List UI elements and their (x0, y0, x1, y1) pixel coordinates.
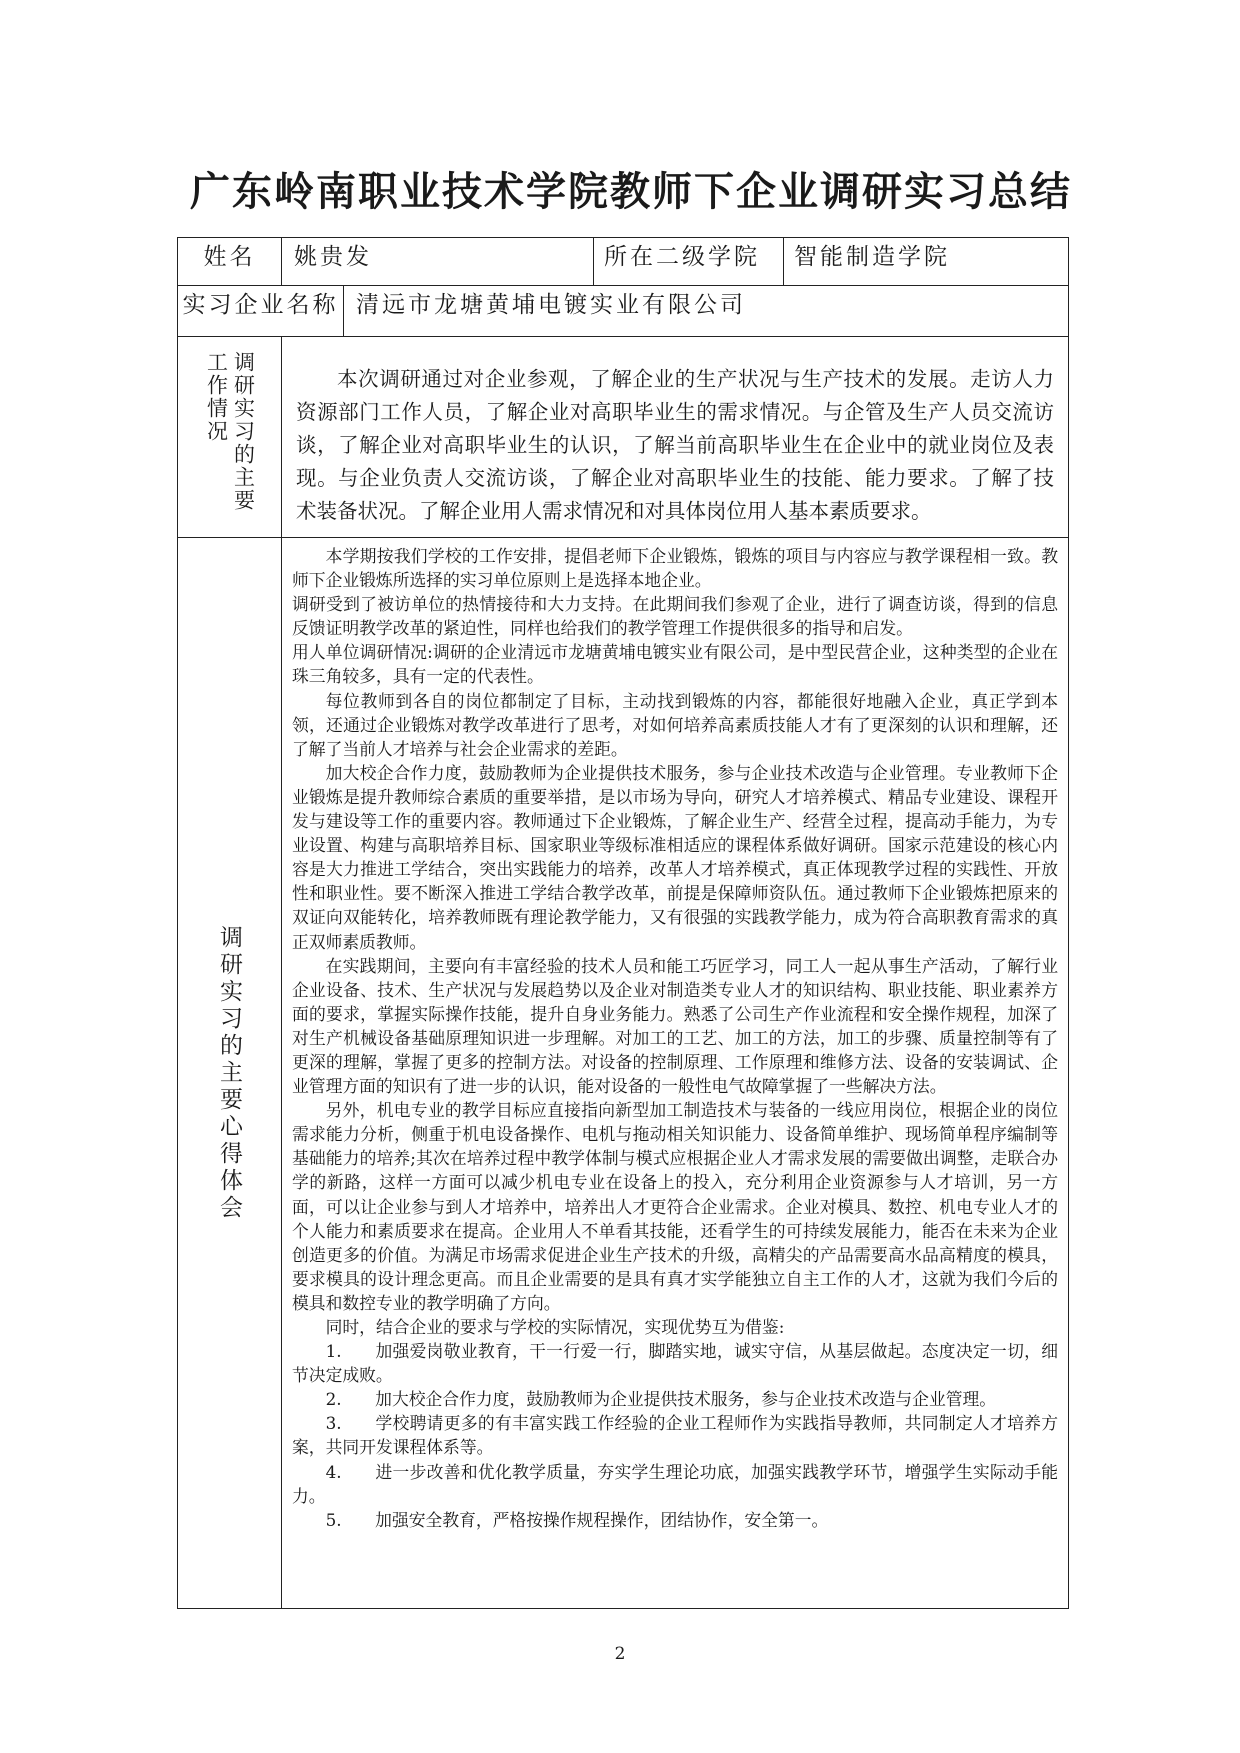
company-value: 清远市龙塘黄埔电镀实业有限公司 (344, 286, 1069, 337)
document-title: 广东岭南职业技术学院教师下企业调研实习总结 (190, 169, 1072, 215)
experience-label: 调研实习的主要心得体会 (216, 924, 242, 1222)
paragraph: 另外，机电专业的教学目标应直接指向新型加工制造技术与装备的一线应用岗位，根据企业的岗位需求能力分析，侧重于机电设备操作、电机与拖动相关知识能力、设备简单维护、现场简单程序编制等基础能力的培养;其次在培养过程中教学体制与模式应根据企业人才需求发展的需要做出调整，走联合办学的新路，这样一方面可以减少机电专业在设备上的投入，充分利用企业资源参与人才培训，另一方面，可以让企业参与到人才培养中，培养出人才更符合企业需求。企业对模具、数控、机电专业人才的个人能力和素质要求在提高。企业用人不单看其技能，还看学生的可持续发展能力，能否在未来为企业创造更多的价值。为满足市场需求促进企业生产技术的升级，高精尖的产品需要高水品高精度的模具，要求模具的设计理念更高。而且企业需要的是具有真才实学能独立自主工作的人才，这就为我们今后的模具和数控专业的教学明确了方向。 (292, 1100, 1058, 1313)
company-row (178, 286, 1069, 337)
internship-summary-form (177, 237, 1069, 1609)
list-number: 4. (325, 1461, 342, 1482)
list-number: 3. (325, 1413, 342, 1434)
work-row (178, 337, 1069, 538)
paragraph: 每位教师到各自的岗位都制定了目标，主动找到锻炼的内容，都能很好地融入企业，真正学到本领，还通过企业锻炼对教学改革进行了思考，对如何培养高素质技能人才有了更深刻的认识和理解，还了解了当前人才培养与社会企业需求的差距。 (292, 690, 1058, 759)
list-text: 学校聘请更多的有丰富实践工作经验的企业工程师作为实践指导教师，共同制定人才培养方案，共同开发课程体系等。 (292, 1413, 1058, 1458)
list-text: 加强安全教育，严格按操作规程操作，团结协作，安全第一。 (375, 1509, 829, 1530)
list-item (292, 1387, 1058, 1411)
list-item (292, 1508, 1058, 1532)
paragraph: 调研受到了被访单位的热情接待和大力支持。在此期间我们参观了企业，进行了调查访谈，得到的信息反馈证明教学改革的紧迫性，同样也给我们的教学管理工作提供很多的指导和启发。 (292, 594, 1058, 639)
name-label: 姓名 (178, 238, 282, 286)
paragraph: 在实践期间，主要向有丰富经验的技术人员和能工巧匠学习，同工人一起从事生产活动，了解行业企业设备、技术、生产状况与发展趋势以及企业对制造类专业人才的知识结构、职业技能、职业素养方面的要求，掌握实际操作技能，提升自身业务能力。熟悉了公司生产作业流程和安全操作规程，加深了对生产机械设备基础原理知识进一步理解。对加工的工艺、加工的方法，加工的步骤、质量控制等有了更深的理解，掌握了更多的控制方法。对设备的控制原理、工作原理和维修方法、设备的安装调试、企业管理方面的知识有了进一步的认识，能对设备的一般性电气故障掌握了一些解决方法。 (292, 955, 1058, 1097)
company-label: 实习企业名称 (178, 286, 344, 337)
paragraph: 加大校企合作力度，鼓励教师为企业提供技术服务，参与企业技术改造与企业管理。专业教师下企业锻炼是提升教师综合素质的重要举措，是以市场为导向，研究人才培养模式、精品专业建设、课程开发与建设等工作的重要内容。教师通过下企业锻炼，了解企业生产、经营全过程，提高动手能力，为专业设置、构建与高职培养目标、国家职业等级标准相适应的课程体系做好调研。国家示范建设的核心内容是大力推进工学结合，突出实践能力的培养，改革人才培养模式，真正体现教学过程的实践性、开放性和职业性。要不断深入推进工学结合教学改革，前提是保障师资队伍。通过教师下企业锻炼把原来的双证向双能转化，培养教师既有理论教学能力，又有很强的实践教学能力，成为符合高职教育需求的真正双师素质教师。 (292, 762, 1058, 952)
paragraph: 同时，结合企业的要求与学校的实际情况，实现优势互为借鉴: (325, 1317, 785, 1337)
list-number: 5. (325, 1509, 342, 1530)
experience-label-cell (178, 538, 282, 1609)
name-value: 姚贵发 (282, 238, 594, 286)
name-row (178, 238, 1069, 286)
page-number: 2 (614, 1644, 626, 1664)
list-item (292, 1460, 1058, 1508)
experience-row (178, 538, 1069, 1609)
department-value: 智能制造学院 (784, 238, 1069, 286)
list-text: 进一步改善和优化教学质量，夯实学生理论功底，加强实践教学环节，增强学生实际动手能力。 (292, 1461, 1058, 1506)
list-number: 1. (325, 1341, 342, 1362)
work-label-cell (178, 337, 282, 538)
paragraph: 本学期按我们学校的工作安排，提倡老师下企业锻炼，锻炼的项目与内容应与教学课程相一致。教师下企业锻炼所选择的实习单位原则上是选择本地企业。 (292, 546, 1058, 591)
paragraph: 用人单位调研情况:调研的企业清远市龙塘黄埔电镀实业有限公司，是中型民营企业，这种类型的企业在珠三角较多，具有一定的代表性。 (292, 642, 1058, 687)
list-item (292, 1411, 1058, 1459)
department-label: 所在二级学院 (594, 238, 784, 286)
list-item (292, 1339, 1058, 1387)
experience-text-cell (282, 538, 1069, 1609)
work-label-col2: 工作情况 (204, 351, 229, 443)
work-summary-cell (282, 337, 1069, 538)
list-number: 2. (325, 1389, 342, 1410)
experience-text (282, 538, 1068, 1532)
work-label-col1: 调研实习的主要 (231, 351, 256, 512)
list-text: 加强爱岗敬业教育，干一行爱一行，脚踏实地，诚实守信，从基层做起。态度决定一切，细节决定成败。 (292, 1341, 1058, 1386)
list-text: 加大校企合作力度，鼓励教师为企业提供技术服务，参与企业技术改造与企业管理。 (375, 1389, 997, 1410)
work-summary-text: 本次调研通过对企业参观，了解企业的生产状况与生产技术的发展。走访人力资源部门工作人员，了解企业对高职毕业生的需求情况。与企管及生产人员交流访谈，了解企业对高职毕业生的认识，了解当前高职毕业生在企业中的就业岗位及表现。与企业负责人交流访谈，了解企业对高职毕业生的技能、能力要求。了解了技术装备状况。了解企业用人需求情况和对具体岗位用人基本素质要求。 (296, 367, 1054, 523)
